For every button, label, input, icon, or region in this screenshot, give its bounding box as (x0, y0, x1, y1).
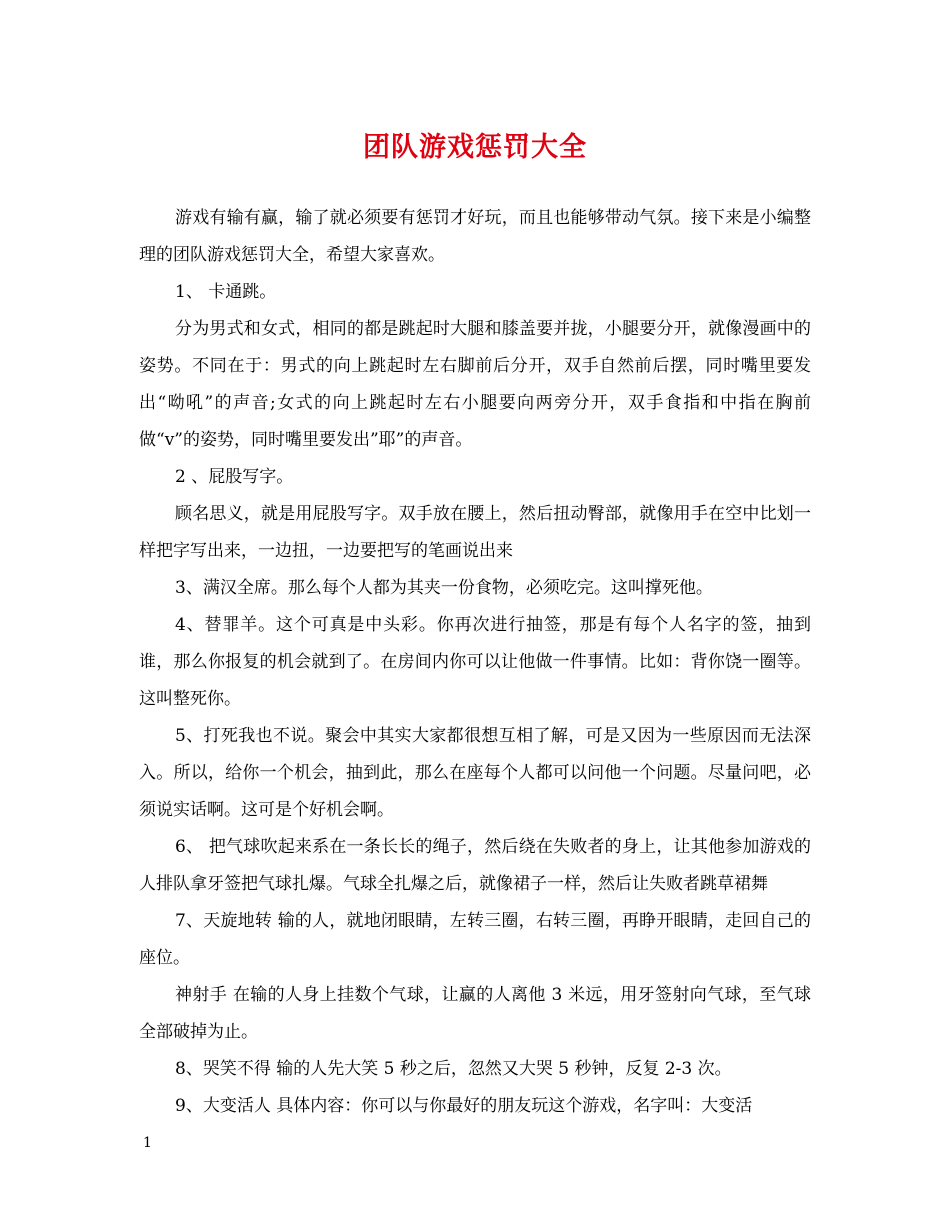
heading-item-2: 2 、屁股写字。 (175, 467, 294, 487)
paragraph-item-2: 顾名思义，就是用屁股写字。双手放在腰上，然后扭动臀部，就像用手在空中比划一样把字写出来，一边扭，一边要把写的笔画说出来 (139, 504, 811, 561)
paragraph-item-1: 分为男式和女式，相同的都是跳起时大腿和膝盖要并拢，小腿要分开，就像漫画中的姿势。不同在于：男式的向上跳起时左右脚前后分开，双手自然前后摆，同时嘴里要发出“呦吼”的声音;女式的向上跳起时左右小腿要向两旁分开，双手食指和中指在胸前做“v”的姿势，同时嘴里要发出”耶”的声音。 (139, 319, 811, 450)
paragraph-item-8: 8、哭笑不得 输的人先大笑 5 秒之后，忽然又大哭 5 秒钟，反复 2-3 次。 (175, 1059, 732, 1079)
paragraph-item-4: 4、替罪羊。这个可真是中头彩。你再次进行抽签，那是有每个人名字的签，抽到谁，那么你报复的机会就到了。在房间内你可以让他做一件事情。比如：背你饶一圈等。这叫整死你。 (139, 615, 811, 709)
heading-item-1: 1、 卡通跳。 (175, 282, 277, 302)
paragraph-sharpshooter: 神射手 在输的人身上挂数个气球，让赢的人离他 3 米远，用牙签射向气球，至气球全部破掉为止。 (139, 985, 811, 1042)
paragraph-item-5: 5、打死我也不说。聚会中其实大家都很想互相了解，可是又因为一些原因而无法深入。所以，给你一个机会，抽到此，那么在座每个人都可以问他一个问题。尽量问吧，必须说实话啊。这可是个好机会啊。 (139, 726, 811, 820)
document-title: 团队游戏惩罚大全 (363, 132, 587, 163)
paragraph-intro: 游戏有输有赢，输了就必须要有惩罚才好玩，而且也能够带动气氛。接下来是小编整理的团队游戏惩罚大全，希望大家喜欢。 (139, 208, 811, 265)
document-body (139, 200, 811, 1125)
page-number: 1 (143, 1135, 152, 1151)
paragraph-item-9: 9、大变活人 具体内容：你可以与你最好的朋友玩这个游戏，名字叫：大变活 (175, 1096, 753, 1116)
paragraph-item-3: 3、满汉全席。那么每个人都为其夹一份食物，必须吃完。这叫撑死他。 (175, 578, 713, 598)
paragraph-item-6: 6、 把气球吹起来系在一条长长的绳子，然后绕在失败者的身上，让其他参加游戏的人排队拿牙签把气球扎爆。气球全扎爆之后，就像裙子一样，然后让失败者跳草裙舞 (139, 837, 811, 894)
paragraph-item-7: 7、天旋地转 输的人，就地闭眼睛，左转三圈，右转三圈，再睁开眼睛，走回自己的座位。 (139, 911, 811, 968)
